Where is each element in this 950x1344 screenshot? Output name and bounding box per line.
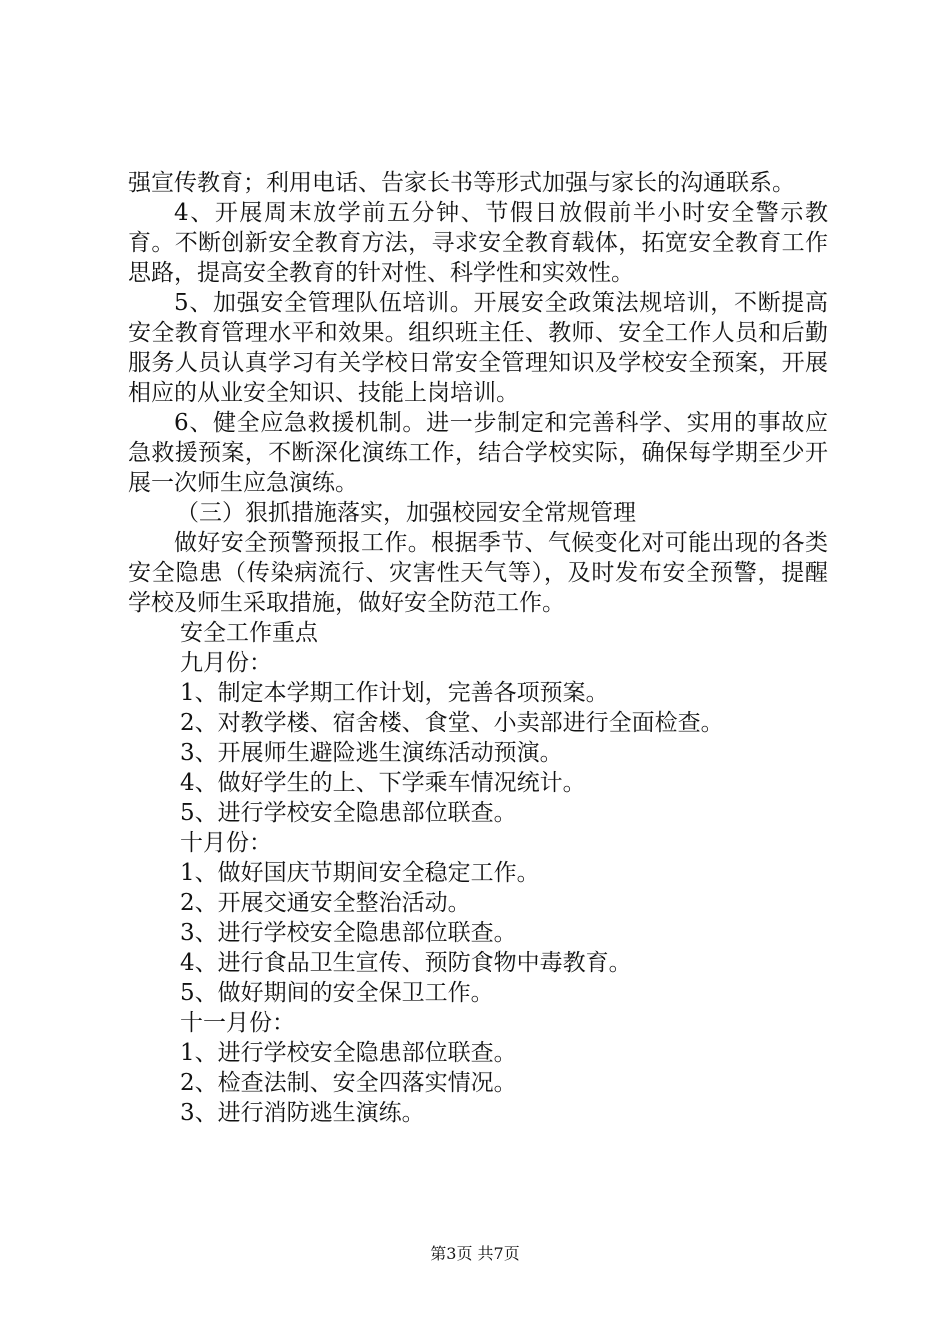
month-heading-november: 十一月份： <box>180 1010 295 1036</box>
section-heading: （三）狠抓措施落实，加强校园安全常规管理 <box>176 500 636 526</box>
list-item: 5、进行学校安全隐患部位联查。 <box>180 800 517 826</box>
paragraph-continuation: 强宣传教育；利用电话、告家长书等形式加强与家长的沟通联系。 <box>128 170 795 196</box>
page-number-footer: 第3页 共7页 <box>430 1244 520 1263</box>
list-item: 3、进行消防逃生演练。 <box>180 1100 425 1126</box>
list-item: 4、进行食品卫生宣传、预防食物中毒教育。 <box>180 950 632 976</box>
paragraph-item-6: 6、健全应急救援机制。进一步制定和完善科学、实用的事故应急救援预案，不断深化演练工作，结合学校实际，确保每学期至少开展一次师生应急演练。 <box>128 410 828 496</box>
list-item: 3、进行学校安全隐患部位联查。 <box>180 920 517 946</box>
list-item: 1、做好国庆节期间安全稳定工作。 <box>180 860 540 886</box>
subheading-focus: 安全工作重点 <box>180 620 318 646</box>
month-heading-october: 十月份： <box>180 830 272 856</box>
list-item: 1、进行学校安全隐患部位联查。 <box>180 1040 517 1066</box>
list-item: 5、做好期间的安全保卫工作。 <box>180 980 494 1006</box>
list-item: 1、制定本学期工作计划，完善各项预案。 <box>180 680 609 706</box>
month-heading-september: 九月份： <box>180 650 272 676</box>
list-item: 2、检查法制、安全四落实情况。 <box>180 1070 517 1096</box>
list-item: 4、做好学生的上、下学乘车情况统计。 <box>180 770 586 796</box>
document-body <box>128 168 828 1128</box>
paragraph-item-5: 5、加强安全管理队伍培训。开展安全政策法规培训，不断提高安全教育管理水平和效果。组织班主任、教师、安全工作人员和后勤服务人员认真学习有关学校日常安全管理知识及学校安全预案，开展相应的从业安全知识、技能上岗培训。 <box>128 290 828 406</box>
list-item: 2、开展交通安全整治活动。 <box>180 890 471 916</box>
list-item: 3、开展师生避险逃生演练活动预演。 <box>180 740 563 766</box>
list-item: 2、对教学楼、宿舍楼、食堂、小卖部进行全面检查。 <box>180 710 724 736</box>
paragraph-warning: 做好安全预警预报工作。根据季节、气候变化对可能出现的各类安全隐患（传染病流行、灾害性天气等），及时发布安全预警，提醒学校及师生采取措施，做好安全防范工作。 <box>128 530 828 616</box>
paragraph-item-4: 4、开展周末放学前五分钟、节假日放假前半小时安全警示教育。不断创新安全教育方法，寻求安全教育载体，拓宽安全教育工作思路，提高安全教育的针对性、科学性和实效性。 <box>128 200 828 286</box>
